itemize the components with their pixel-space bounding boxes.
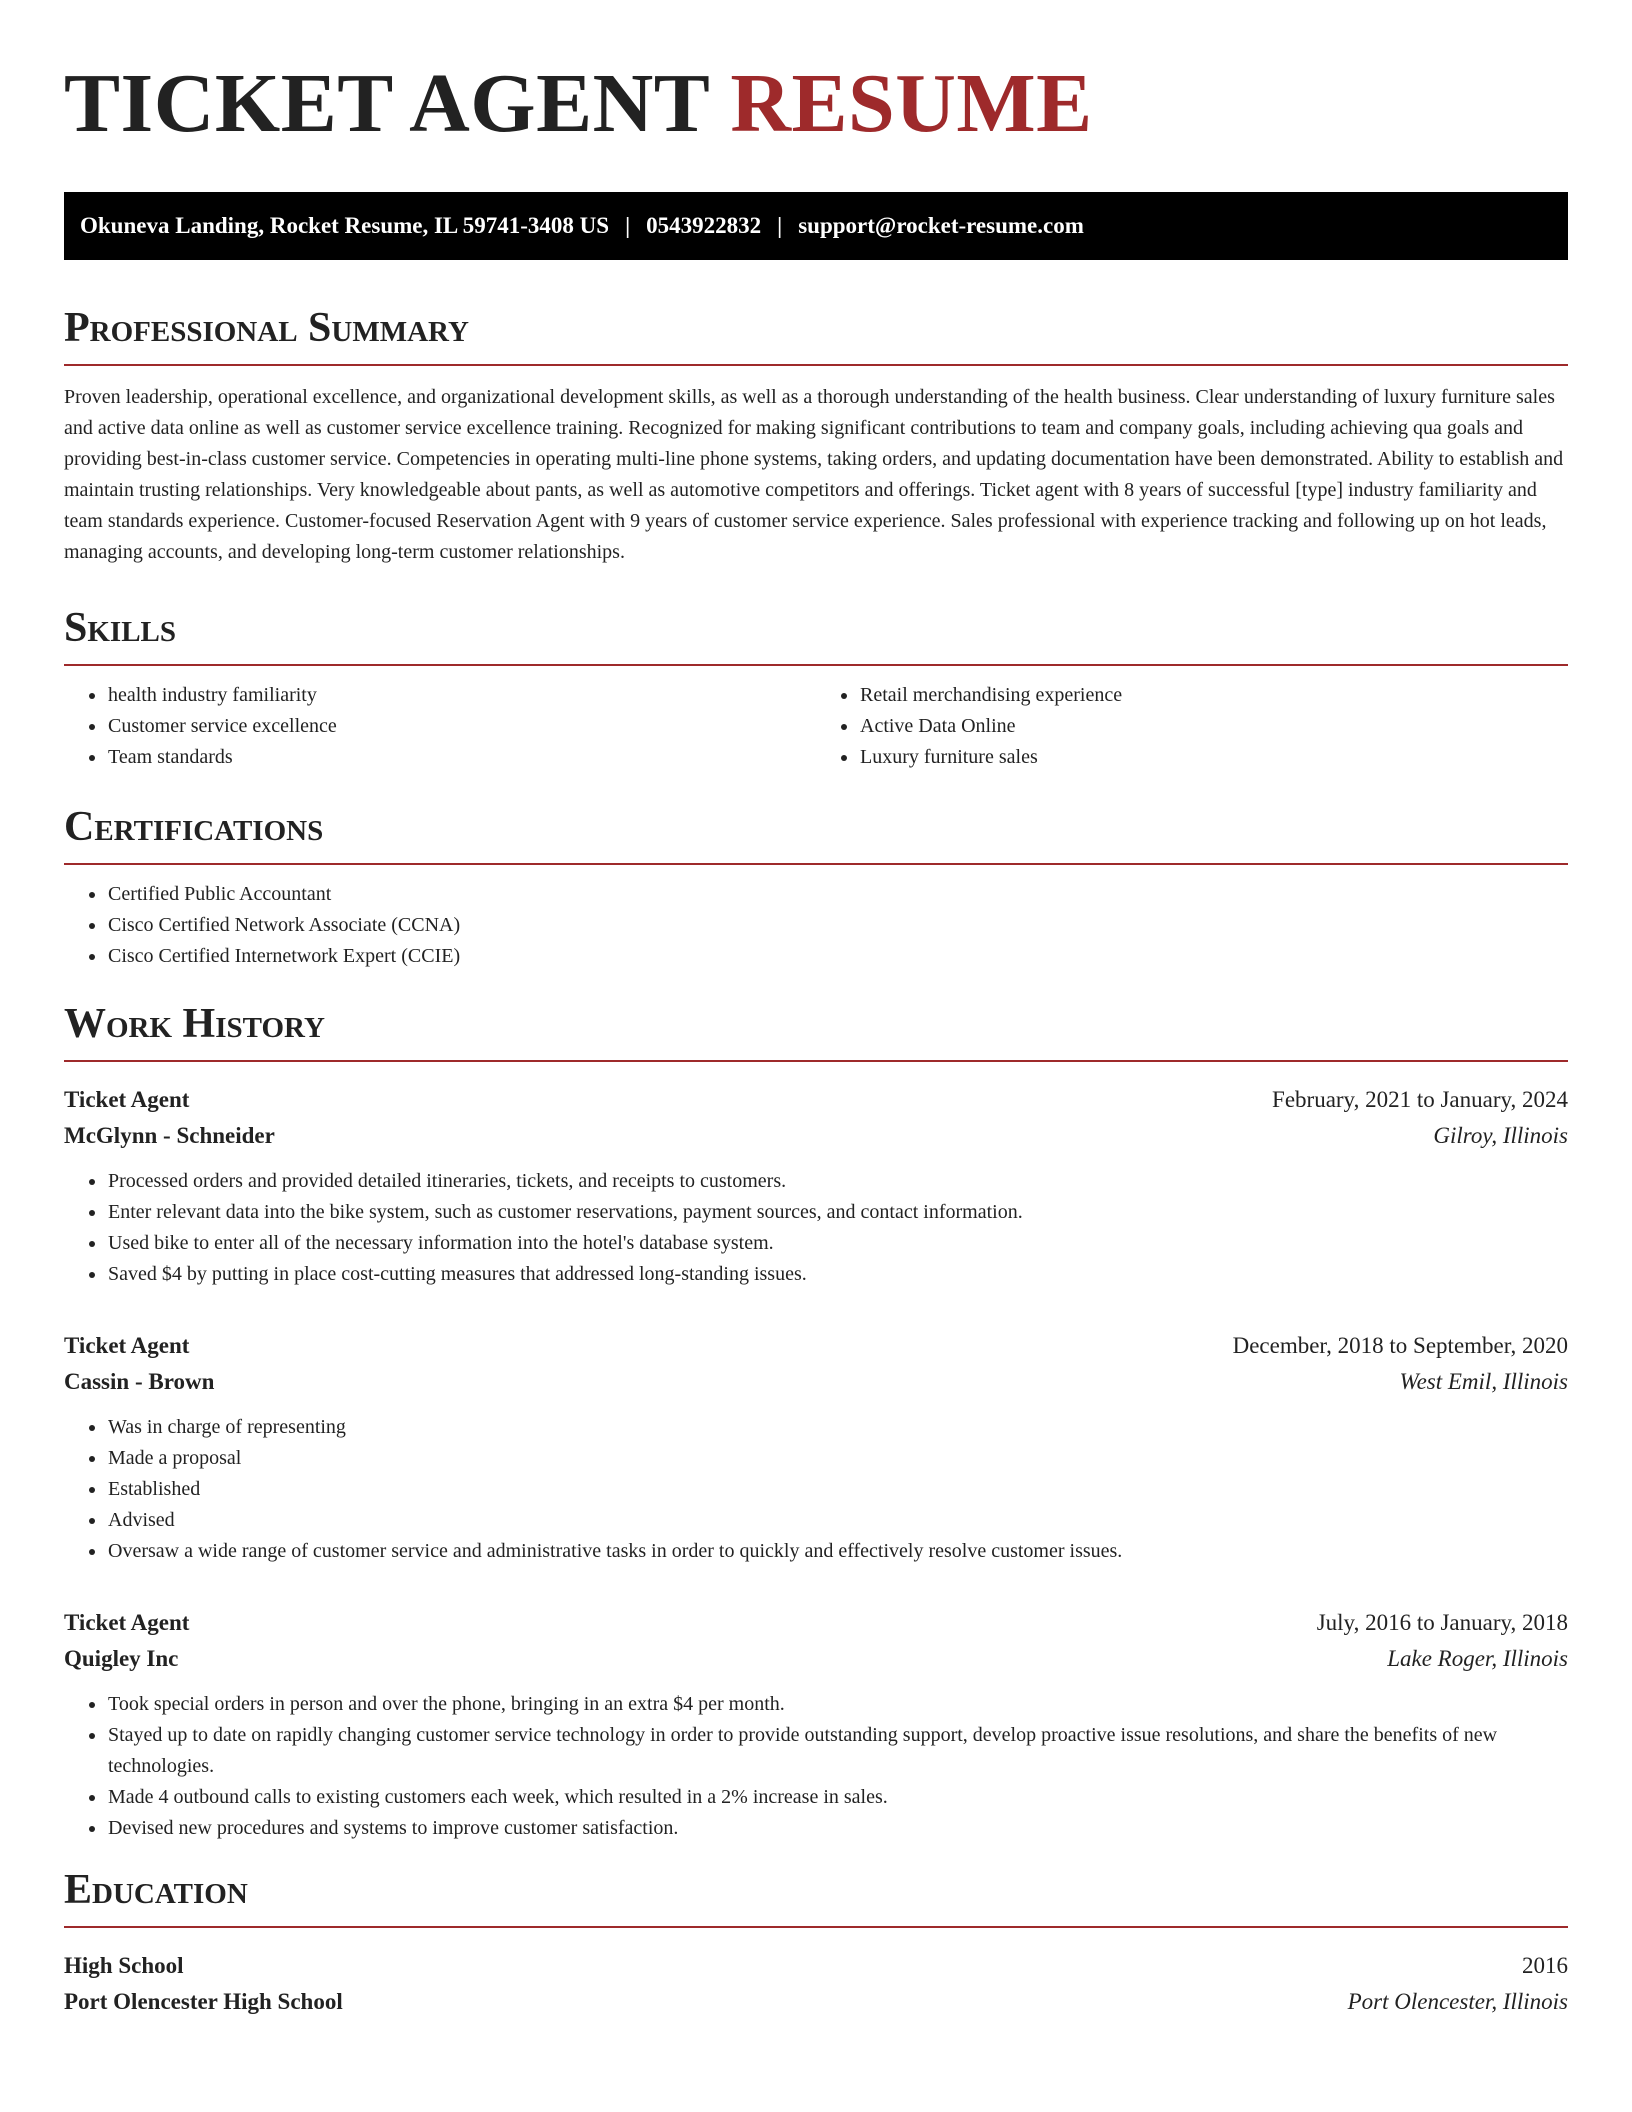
job-title-row — [64, 1328, 1568, 1364]
job-bullet: • Stayed up to date on rapidly changing customer service technology in order to provide outstanding support, develop proactive issue resolutions, and share the benefits of new technologies. — [107, 1720, 1568, 1782]
section-heading-work-history: Work History — [64, 1000, 1568, 1062]
title-main: TICKET AGENT — [64, 57, 709, 150]
job-title: Ticket Agent — [64, 1610, 190, 1635]
job-company-row — [64, 1364, 1568, 1400]
job-bullet: • Made 4 outbound calls to existing customers each week, which resulted in a 2% increase in sales. — [107, 1782, 1568, 1813]
job-bullet: • Devised new procedures and systems to improve customer satisfaction. — [107, 1813, 1568, 1844]
work-history-section — [64, 1000, 1568, 1844]
certification-item: • Cisco Certified Network Associate (CCNA) — [107, 910, 1568, 941]
education-school-row — [64, 1984, 1568, 2020]
job-title: Ticket Agent — [64, 1087, 190, 1112]
job-dates: December, 2018 to September, 2020 — [1232, 1333, 1568, 1358]
education-section — [64, 1866, 1568, 2020]
education-degree-row — [64, 1948, 1568, 1984]
job-bullet: • Was in charge of representing — [107, 1412, 1568, 1443]
job-location: West Emil, Illinois — [1399, 1369, 1568, 1394]
skills-grid — [64, 680, 1568, 773]
job-location: Gilroy, Illinois — [1433, 1123, 1568, 1148]
title-accent: RESUME — [730, 57, 1093, 150]
job-bullet: • Established — [107, 1474, 1568, 1505]
skills-list-left — [64, 680, 816, 773]
job-bullet: • Enter relevant data into the bike system, such as customer reservations, payment sources, and contact information. — [107, 1197, 1568, 1228]
job-company-row — [64, 1118, 1568, 1154]
section-heading-summary: Professional Summary — [64, 304, 1568, 366]
job-entry — [64, 1328, 1568, 1567]
section-heading-education: Education — [64, 1866, 1568, 1928]
job-bullet: • Processed orders and provided detailed itineraries, tickets, and receipts to customers. — [107, 1166, 1568, 1197]
skill-item: • Luxury furniture sales — [859, 742, 1568, 773]
job-company: Quigley Inc — [64, 1646, 179, 1671]
skill-item: • Active Data Online — [859, 711, 1568, 742]
certification-item: • Certified Public Accountant — [107, 879, 1568, 910]
education-degree: High School — [64, 1953, 184, 1978]
summary-section — [64, 304, 1568, 568]
job-bullets — [64, 1166, 1568, 1290]
job-title-row — [64, 1082, 1568, 1118]
skills-list-right — [816, 680, 1568, 773]
job-company: McGlynn - Schneider — [64, 1123, 275, 1148]
education-year: 2016 — [1522, 1953, 1568, 1978]
certification-item: • Cisco Certified Internetwork Expert (CCIE) — [107, 941, 1568, 972]
skill-item: • Customer service excellence — [107, 711, 816, 742]
summary-text: Proven leadership, operational excellence, and organizational development skills, as well as a thorough understanding of the health business. Clear understanding of luxury furniture sales and active data online as well as customer service excellence training. Recognized for making significant contributions to team and company goals, including achieving qua goals and providing best-in-class customer service. Competencies in operating multi-line phone systems, taking orders, and updating documentation have been demonstrated. Ability to establish and maintain trusting relationships. Very knowledgeable about pants, as well as automotive competitors and offerings. Ticket agent with 8 years of successful [type] industry familiarity and team standards experience. Customer-focused Reservation Agent with 9 years of customer service experience. Sales professional with experience tracking and following up on hot leads, managing accounts, and developing long-term customer relationships. — [64, 386, 1564, 563]
skill-item: • Retail merchandising experience — [859, 680, 1568, 711]
job-bullet: • Saved $4 by putting in place cost-cutting measures that addressed long-standing issues. — [107, 1259, 1568, 1290]
skills-section — [64, 604, 1568, 773]
education-entry — [64, 1948, 1568, 2020]
job-bullet: • Took special orders in person and over the phone, bringing in an extra $4 per month. — [107, 1689, 1568, 1720]
contact-separator: | — [625, 213, 631, 238]
certifications-list — [64, 879, 1568, 972]
job-bullet: • Advised — [107, 1505, 1568, 1536]
certifications-section — [64, 803, 1568, 972]
skill-item: • health industry familiarity — [107, 680, 816, 711]
job-entry — [64, 1082, 1568, 1290]
contact-address: Okuneva Landing, Rocket Resume, IL 59741-3408 US — [80, 213, 610, 238]
job-bullet: • Made a proposal — [107, 1443, 1568, 1474]
job-title: Ticket Agent — [64, 1333, 190, 1358]
job-title-row — [64, 1605, 1568, 1641]
skill-item: • Team standards — [107, 742, 816, 773]
job-dates: February, 2021 to January, 2024 — [1272, 1087, 1568, 1112]
contact-email[interactable]: support@rocket-resume.com — [798, 213, 1084, 238]
contact-phone[interactable]: 0543922832 — [646, 213, 762, 238]
job-company: Cassin - Brown — [64, 1369, 215, 1394]
contact-separator: | — [777, 213, 783, 238]
contact-bar — [64, 192, 1568, 260]
job-bullet: • Oversaw a wide range of customer service and administrative tasks in order to quickly and effectively resolve customer issues. — [107, 1536, 1568, 1567]
education-location: Port Olencester, Illinois — [1347, 1989, 1568, 2014]
section-heading-skills: Skills — [64, 604, 1568, 666]
job-bullet: • Used bike to enter all of the necessary information into the hotel's database system. — [107, 1228, 1568, 1259]
education-school: Port Olencester High School — [64, 1989, 343, 2014]
job-entry — [64, 1605, 1568, 1844]
job-location: Lake Roger, Illinois — [1387, 1646, 1568, 1671]
resume-title — [64, 0, 1568, 150]
job-dates: July, 2016 to January, 2018 — [1316, 1610, 1568, 1635]
job-bullets — [64, 1412, 1568, 1567]
section-heading-certifications: Certifications — [64, 803, 1568, 865]
job-company-row — [64, 1641, 1568, 1677]
job-bullets — [64, 1689, 1568, 1844]
